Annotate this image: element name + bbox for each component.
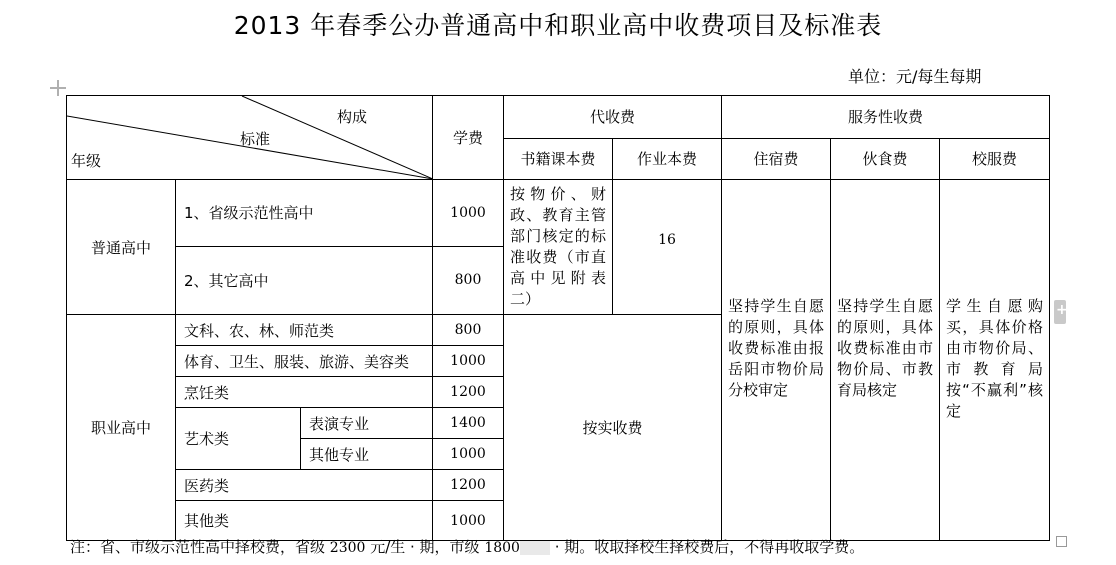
row-name: 表演专业 [301, 408, 433, 439]
row-name: 医药类 [176, 470, 433, 501]
header-lodging: 住宿费 [722, 138, 831, 180]
row-name: 其他类 [176, 501, 433, 541]
header-books: 书籍课本费 [504, 138, 613, 180]
row-name: 2、其它高中 [176, 246, 433, 314]
tuition-value: 1000 [433, 180, 504, 247]
footnote-suffix: · 期。收取择校生择校费后，不得再收取学费。 [549, 538, 865, 556]
footnote [70, 536, 864, 557]
books-fee-text: 按物价、财政、教育主管部门核定的标准收费（市直高中见附表二） [504, 180, 613, 315]
footnote-mid: 元/生 · 期，市级 [365, 538, 485, 556]
actual-collection-text: 按实收费 [504, 315, 722, 541]
move-handle-icon[interactable] [50, 80, 66, 96]
tuition-value: 1000 [433, 439, 504, 470]
art-category-label: 艺术类 [176, 408, 301, 470]
tuition-value: 800 [433, 246, 504, 314]
row-name: 文科、农、林、师范类 [176, 315, 433, 346]
header-tuition: 学费 [433, 96, 504, 180]
tuition-value: 1200 [433, 377, 504, 408]
tuition-value: 1000 [433, 346, 504, 377]
page-title: 2013 年春季公办普通高中和职业高中收费项目及标准表 [233, 11, 883, 40]
fee-table [66, 95, 1050, 541]
footnote-city-fee: 1800 [484, 540, 520, 556]
header-collected: 代收费 [504, 96, 722, 139]
row-name: 1、省级示范性高中 [176, 180, 433, 247]
row-name: 其他专业 [301, 439, 433, 470]
tuition-value: 1400 [433, 408, 504, 439]
resize-handle-icon[interactable] [1056, 536, 1067, 547]
homework-fee-value: 16 [613, 180, 722, 315]
uniform-fee-text: 学生自愿购买，具体价格由市物价局、市教育局按“不赢利”核定 [940, 180, 1050, 541]
general-highschool-label: 普通高中 [67, 180, 176, 315]
row-name: 烹饪类 [176, 377, 433, 408]
tuition-value: 1000 [433, 501, 504, 541]
tuition-value: 800 [433, 315, 504, 346]
tuition-value: 1200 [433, 470, 504, 501]
header-meals: 伙食费 [831, 138, 940, 180]
row-name: 体育、卫生、服装、旅游、美容类 [176, 346, 433, 377]
vocational-highschool-label: 职业高中 [67, 315, 176, 541]
meals-fee-text: 坚持学生自愿的原则，具体收费标准由市物价局、市教育局核定 [831, 180, 940, 541]
header-uniform: 校服费 [940, 138, 1050, 180]
header-homework: 作业本费 [613, 138, 722, 180]
diagonal-header-cell [67, 96, 433, 180]
corner-label-grade: 年级 [71, 152, 102, 170]
corner-label-standard: 标准 [240, 130, 271, 148]
unit-label: 单位：元/每生每期 [848, 67, 982, 86]
table-row [67, 180, 1050, 247]
obscured-text [520, 541, 550, 555]
footnote-provincial-fee: 2300 [329, 540, 366, 556]
lodging-fee-text: 坚持学生自愿的原则，具体收费标准由报岳阳市物价局分校审定 [722, 180, 831, 541]
header-service: 服务性收费 [722, 96, 1050, 139]
add-column-icon[interactable] [1054, 300, 1066, 324]
footnote-prefix: 注：省、市级示范性高中择校费，省级 [70, 538, 330, 556]
corner-label-composition: 构成 [337, 108, 368, 126]
